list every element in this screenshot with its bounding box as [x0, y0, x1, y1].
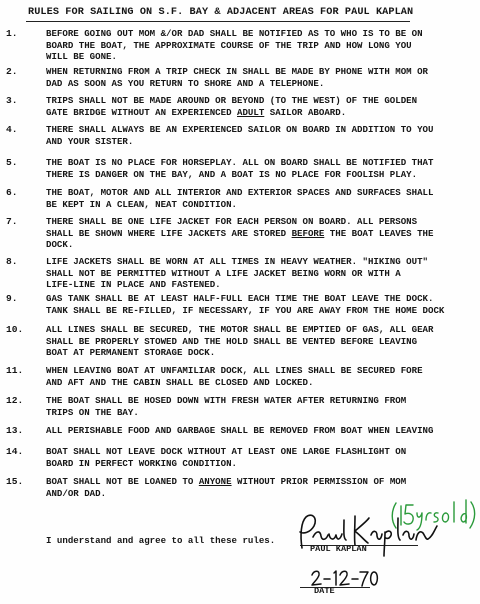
rule-text-line: WHEN RETURNING FROM A TRIP CHECK IN SHALL BE MADE BY PHONE WITH MOM OR — [46, 66, 428, 77]
date-label: DATE — [314, 586, 335, 596]
rule-text-line: BEFORE GOING OUT MOM &/OR DAD SHALL BE NOTIFIED AS TO WHO IS TO BE ON — [46, 28, 423, 39]
rule-number: 10. — [6, 324, 24, 335]
rule-text-line: AND YOUR SISTER. — [46, 135, 134, 147]
signature-label: PAUL KAPLAN — [310, 544, 367, 554]
title-underline — [26, 21, 410, 22]
date-line — [300, 587, 370, 588]
rule-text-line: GATE BRIDGE WITHOUT AN EXPERIENCED ADULT SAILOR ABOARD. — [46, 106, 347, 118]
rule-text-line: THERE IS DANGER ON THE BAY, AND A BOAT IS NO PLACE FOR FOOLISH PLAY. — [46, 168, 418, 180]
rule-text-line: AND AFT AND THE CABIN SHALL BE CLOSED AND LOCKED. — [46, 376, 314, 388]
rule-text-line: TRIPS SHALL NOT BE MADE AROUND OR BEYOND (TO THE WEST) OF THE GOLDEN — [46, 95, 418, 106]
rule-number: 11. — [6, 365, 24, 376]
rule-text-line: GAS TANK SHALL BE AT LEAST HALF-FULL EACH TIME THE BOAT LEAVE THE DOCK. — [46, 293, 434, 304]
rule-text-line: DOCK. — [46, 239, 74, 251]
rule-number: 14. — [6, 446, 24, 457]
rule-number: 3. — [6, 95, 18, 106]
rule-text-line: SHALL NOT BE PERMITTED WITHOUT A LIFE JACKET BEING WORN OR WITH A — [46, 267, 401, 279]
underlined-word: ADULT — [237, 106, 265, 118]
rule-number: 2. — [6, 66, 18, 77]
underlined-word: ANYONE — [198, 476, 232, 487]
rule-text-line: WILL BE GONE. — [46, 51, 117, 63]
rule-text-line: THE BOAT, MOTOR AND ALL INTERIOR AND EXTERIOR SPACES AND SURFACES SHALL — [46, 187, 434, 198]
rule-text-line: WHEN LEAVING BOAT AT UNFAMILIAR DOCK, ALL LINES SHALL BE SECURED FORE — [46, 365, 423, 376]
document-title: RULES FOR SAILING ON S.F. BAY & ADJACENT AREAS FOR PAUL KAPLAN — [28, 7, 414, 18]
rule-number: 1. — [6, 28, 18, 39]
rule-text-line: BOARD IN PERFECT WORKING CONDITION. — [46, 457, 237, 469]
rule-text-line: THE BOAT IS NO PLACE FOR HORSEPLAY. ALL ON BOARD SHALL BE NOTIFIED THAT — [46, 157, 434, 168]
rule-number: 9. — [6, 293, 18, 304]
handwritten-age-note — [392, 500, 474, 530]
rule-number: 7. — [6, 216, 18, 227]
agreement-statement: I understand and agree to all these rules. — [46, 535, 276, 546]
underlined-word: BEFORE — [291, 227, 325, 239]
rule-text-line: ALL PERISHABLE FOOD AND GARBAGE SHALL BE REMOVED FROM BOAT WHEN LEAVING — [46, 425, 434, 436]
rule-text-line: SHALL BE PROPERLY STOWED AND THE HOLD SHALL BE VENTED BEFORE LEAVING — [46, 335, 418, 347]
rule-number: 13. — [6, 425, 24, 436]
rule-number: 8. — [6, 256, 18, 267]
rule-text-line: THE BOAT SHALL BE HOSED DOWN WITH FRESH WATER AFTER RETURNING FROM — [46, 395, 407, 406]
rule-text-line: TRIPS ON THE BAY. — [46, 406, 139, 418]
rule-text-line: TANK SHALL BE RE-FILLED, IF NECESSARY, IF YOU ARE AWAY FROM THE HOME DOCK — [46, 304, 445, 316]
rule-text-line: THERE SHALL ALWAYS BE AN EXPERIENCED SAILOR ON BOARD IN ADDITION TO YOU — [46, 124, 434, 135]
rule-text-line: DAD AS SOON AS YOU RETURN TO SHORE AND A TELEPHONE. — [46, 77, 325, 89]
rule-text-line: BOAT SHALL NOT LEAVE DOCK WITHOUT AT LEAST ONE LARGE FLASHLIGHT ON — [46, 446, 407, 457]
rule-text-line: ALL LINES SHALL BE SECURED, THE MOTOR SHALL BE EMPTIED OF GAS, ALL GEAR — [46, 324, 434, 335]
rule-number: 12. — [6, 395, 24, 406]
rule-text-line: BE KEPT IN A CLEAN, NEAT CONDITION. — [46, 198, 237, 210]
rule-text-line: BOARD THE BOAT, THE APPROXIMATE COURSE OF THE TRIP AND HOW LONG YOU — [46, 39, 412, 51]
rule-text-line: BOAT AT PERMANENT STORAGE DOCK. — [46, 347, 216, 359]
rule-text-line: LIFE-LINE IN PLACE AND FASTENED. — [46, 279, 221, 291]
rule-text-line: LIFE JACKETS SHALL BE WORN AT ALL TIMES IN HEAVY WEATHER. "HIKING OUT" — [46, 256, 428, 267]
rule-number: 4. — [6, 124, 18, 135]
rule-number: 6. — [6, 187, 18, 198]
rule-text-line: BOAT SHALL NOT BE LOANED TO ANYONE WITHOUT PRIOR PERMISSION OF MOM — [46, 476, 407, 487]
rule-text-line: AND/OR DAD. — [46, 487, 107, 499]
rule-number: 5. — [6, 157, 18, 168]
rule-text-line: SHALL BE SHOWN WHERE LIFE JACKETS ARE STORED BEFORE THE BOAT LEAVES THE — [46, 227, 434, 239]
handwritten-date — [312, 571, 377, 586]
rule-text-line: THERE SHALL BE ONE LIFE JACKET FOR EACH PERSON ON BOARD. ALL PERSONS — [46, 216, 418, 227]
rule-number: 15. — [6, 476, 24, 487]
